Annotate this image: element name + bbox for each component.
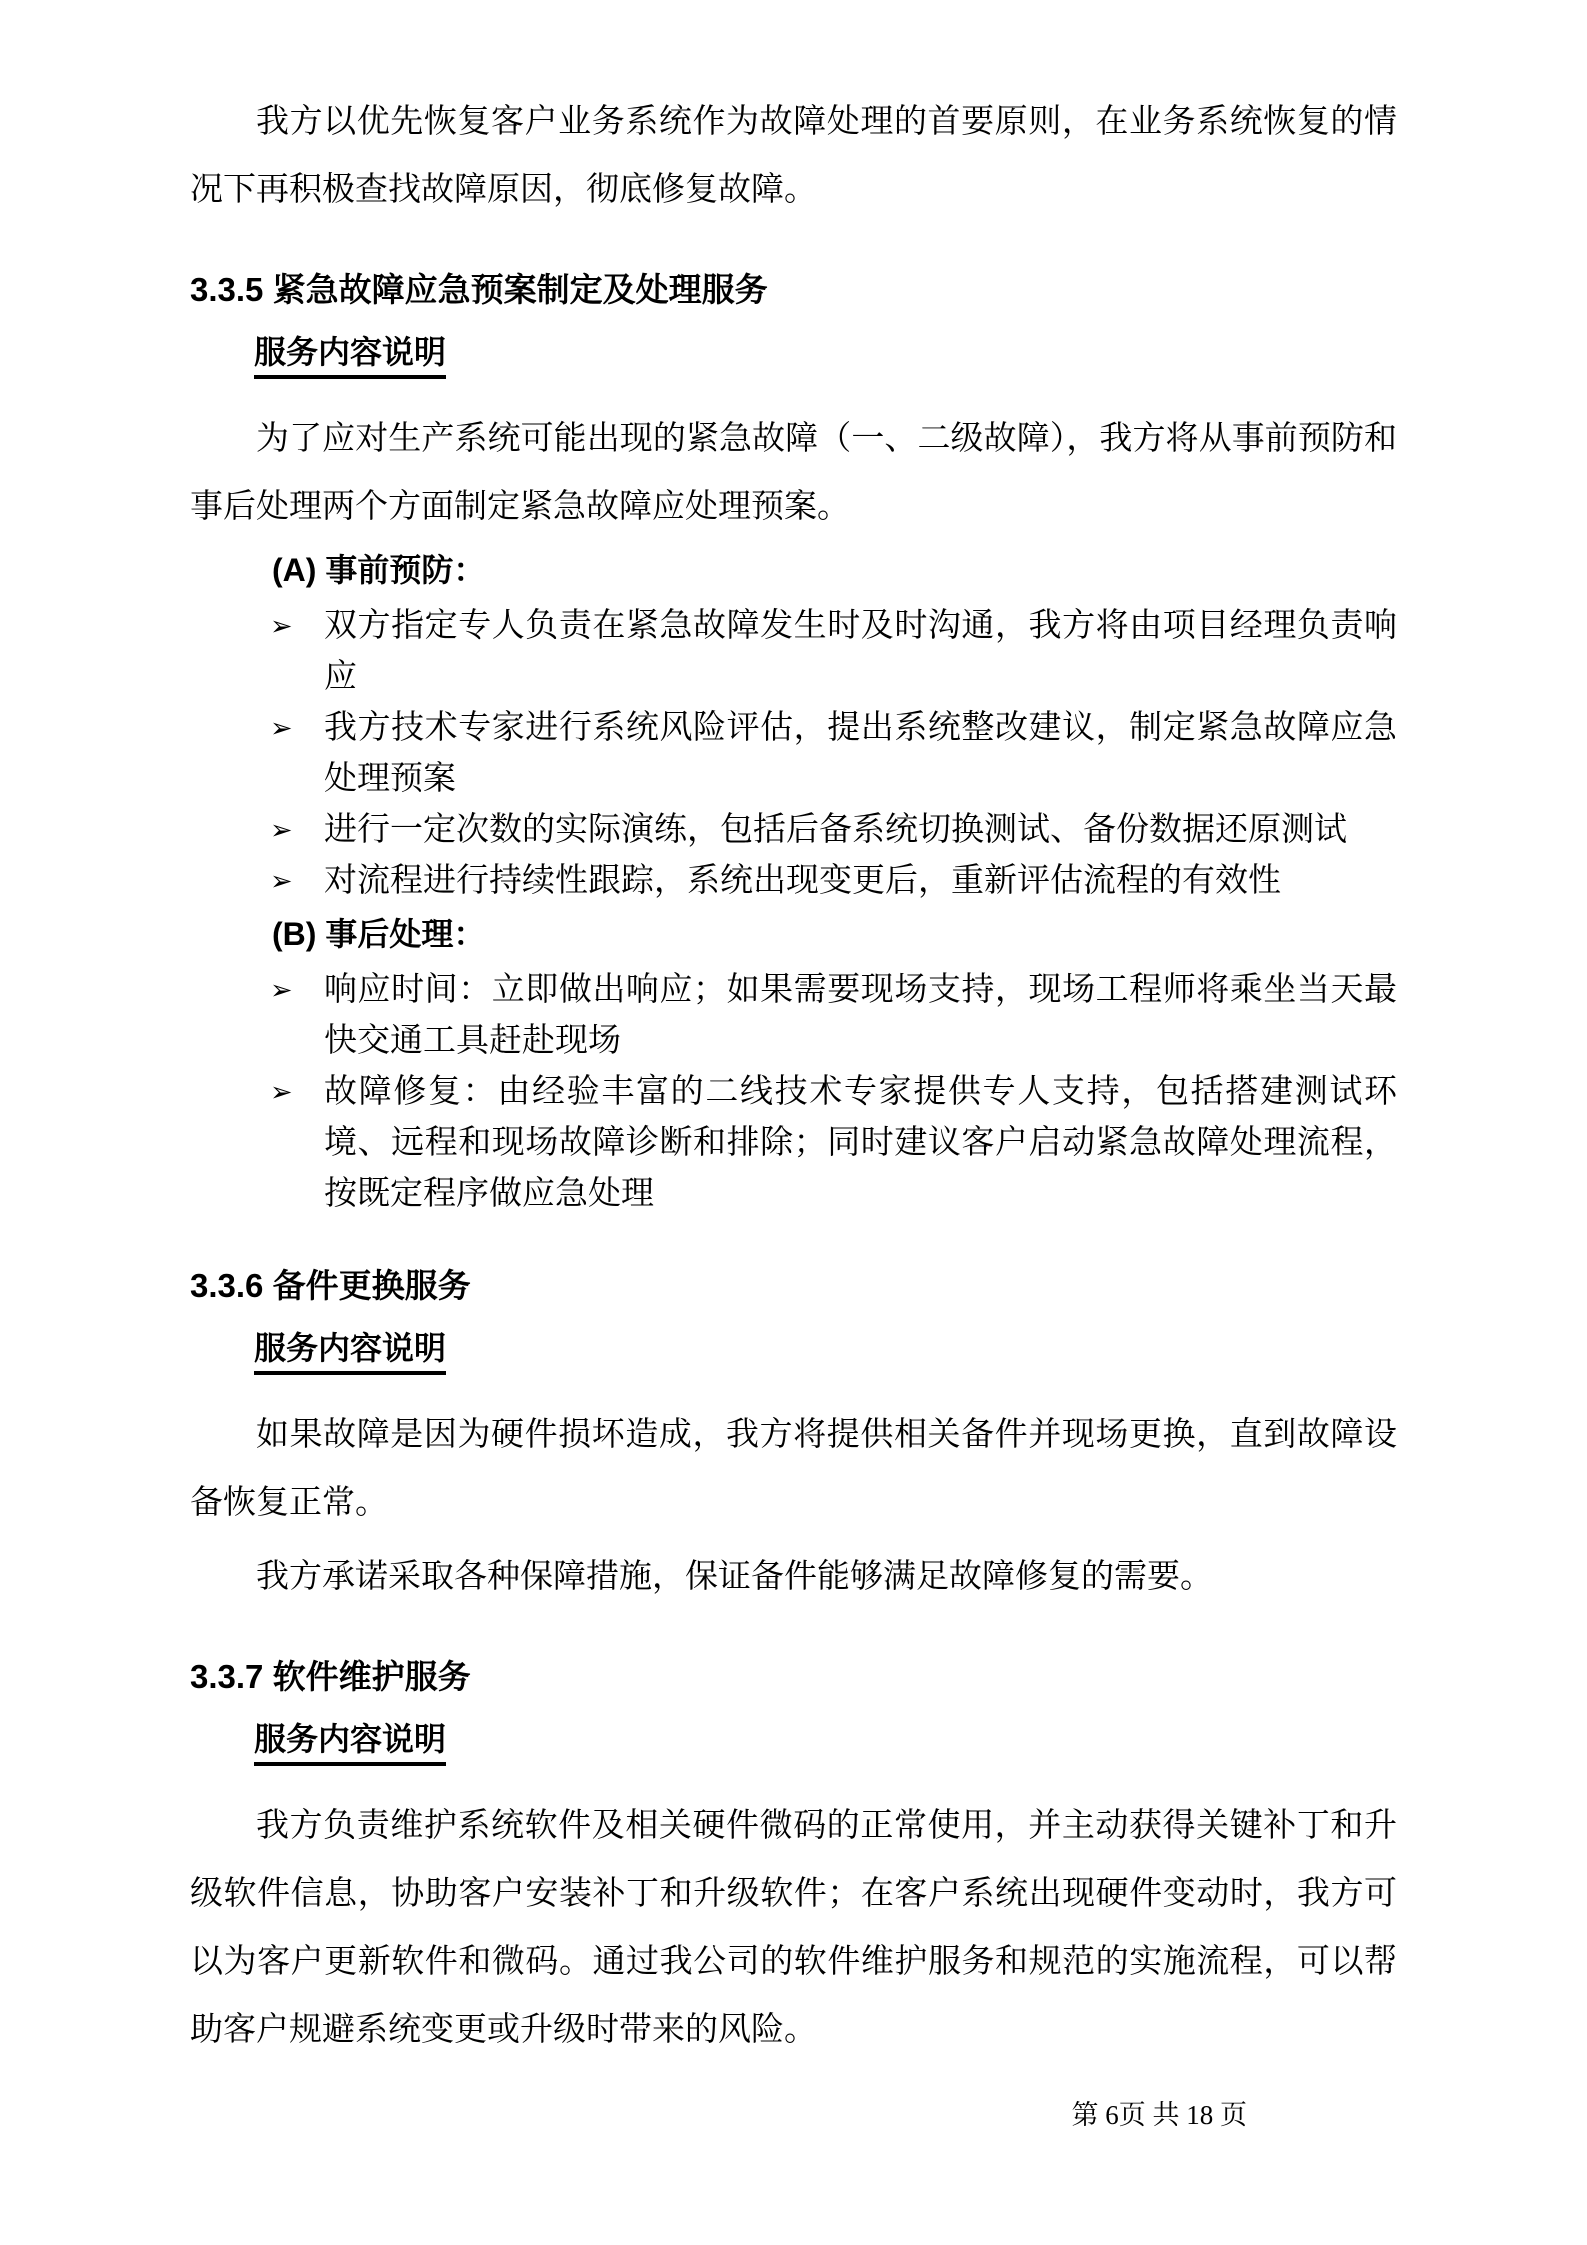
paragraph-337-1: 我方负责维护系统软件及相关硬件微码的正常使用，并主动获得关键补丁和升级软件信息，协助客户安装补丁和升级软件；在客户系统出现硬件变动时，我方可以为客户更新软件和微码。通过我公司的软件维护服务和规范的实施流程，可以帮助客户规避系统变更或升级时带来的风险。 xyxy=(190,1808,1397,2048)
list-item-text: 对流程进行持续性跟踪，系统出现变更后，重新评估流程的有效性 xyxy=(324,863,1281,899)
arrow-bullet-icon: ➢ xyxy=(270,713,293,744)
arrow-bullet-icon: ➢ xyxy=(270,815,293,846)
subheading-service-description-336: 服务内容说明 xyxy=(254,1328,1397,1375)
section-heading-3-3-7: 3.3.7 软件维护服务 xyxy=(190,1658,471,1695)
post-handling-list xyxy=(190,965,1397,1220)
list-item-text: 进行一定次数的实际演练，包括后备系统切换测试、备份数据还原测试 xyxy=(324,812,1347,848)
intro-paragraph: 我方以优先恢复客户业务系统作为故障处理的首要原则，在业务系统恢复的情况下再积极查找故障原因，彻底修复故障。 xyxy=(190,104,1397,208)
arrow-bullet-icon: ➢ xyxy=(270,975,293,1006)
list-item-text: 双方指定专人负责在紧急故障发生时及时沟通，我方将由项目经理负责响应 xyxy=(324,608,1397,695)
subheading-service-description-335: 服务内容说明 xyxy=(254,332,1397,379)
section-heading-3-3-6: 3.3.6 备件更换服务 xyxy=(190,1267,471,1304)
arrow-bullet-icon: ➢ xyxy=(270,866,293,897)
list-item xyxy=(190,965,1397,1067)
arrow-bullet-icon: ➢ xyxy=(270,1077,293,1108)
paragraph-335-intro: 为了应对生产系统可能出现的紧急故障（一、二级故障），我方将从事前预防和事后处理两个方面制定紧急故障应处理预案。 xyxy=(190,421,1397,525)
group-label-post-handling: (B) 事后处理： xyxy=(272,916,486,952)
subheading-service-description-337: 服务内容说明 xyxy=(254,1719,1397,1766)
pre-prevention-list xyxy=(190,601,1397,907)
list-item xyxy=(190,703,1397,805)
list-item-text: 故障修复：由经验丰富的二线技术专家提供专人支持，包括搭建测试环境、远程和现场故障诊断和排除；同时建议客户启动紧急故障处理流程，按既定程序做应急处理 xyxy=(324,1074,1397,1212)
paragraph-336-2: 我方承诺采取各种保障措施，保证备件能够满足故障修复的需要。 xyxy=(256,1559,1213,1595)
list-item xyxy=(190,805,1397,856)
list-item xyxy=(190,1067,1397,1220)
list-item-text: 我方技术专家进行系统风险评估，提出系统整改建议，制定紧急故障应急处理预案 xyxy=(324,710,1397,797)
page-number-footer: 第 6页 共 18 页 xyxy=(1071,2100,1247,2130)
list-item xyxy=(190,856,1397,907)
section-heading-3-3-5: 3.3.5 紧急故障应急预案制定及处理服务 xyxy=(190,271,768,308)
list-item xyxy=(190,601,1397,703)
group-label-pre-prevention: (A) 事前预防： xyxy=(272,552,486,588)
list-item-text: 响应时间：立即做出响应；如果需要现场支持，现场工程师将乘坐当天最快交通工具赶赴现场 xyxy=(324,972,1397,1059)
arrow-bullet-icon: ➢ xyxy=(270,611,293,642)
paragraph-336-1: 如果故障是因为硬件损坏造成，我方将提供相关备件并现场更换，直到故障设备恢复正常。 xyxy=(190,1417,1397,1521)
